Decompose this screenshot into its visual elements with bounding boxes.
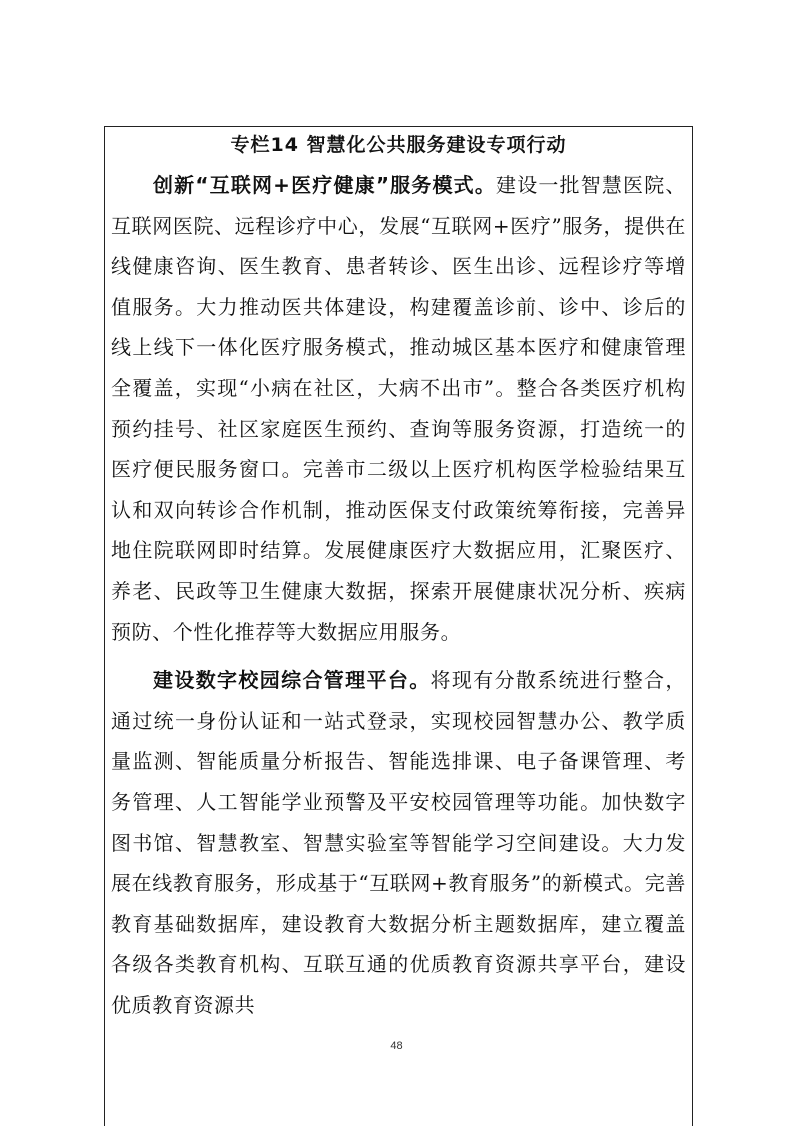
paragraph-lead: 创新“互联网+医疗健康”服务模式。 xyxy=(153,173,497,197)
column-title: 专栏14 智慧化公共服务建设专项行动 xyxy=(230,134,567,156)
paragraph-healthcare xyxy=(111,165,686,652)
paragraph-education xyxy=(111,660,686,1025)
paragraph-lead: 建设数字校园综合管理平台。 xyxy=(153,668,431,693)
column-content xyxy=(111,165,686,1025)
column-box xyxy=(104,126,693,1126)
page-number: 48 xyxy=(390,1040,403,1052)
paragraph-body: 建设一批智慧医院、互联网医院、远程诊疗中心，发展“互联网+医疗”服务，提供在线健康咨询、医生教育、患者转诊、医生出诊、远程诊疗等增值服务。大力推动医共体建设，构建覆盖诊前、诊中、诊后的线上线下一体化医疗服务模式，推动城区基本医疗和健康管理全覆盖，实现“小病在社区，大病不出市”。整合各类医疗机构预约挂号、社区家庭医生预约、查询等服务资源，打造统一的医疗便民服务窗口。完善市二级以上医疗机构医学检验结果互认和双向转诊合作机制，推动医保支付政策统筹衔接，完善异地住院联网即时结算。发展健康医疗大数据应用，汇聚医疗、养老、民政等卫生健康大数据，探索开展健康状况分析、疾病预防、个性化推荐等大数据应用服务。 xyxy=(111,173,687,644)
paragraph-body: 将现有分散系统进行整合，通过统一身份认证和一站式登录，实现校园智慧办公、教学质量监测、智能质量分析报告、智能选排课、电子备课管理、考务管理、人工智能学业预警及平安校园管理等功能。加快数字图书馆、智慧教室、智慧实验室等智能学习空间建设。大力发展在线教育服务，形成基于“互联网+教育服务”的新模式。完善教育基础数据库，建设教育大数据分析主题数据库，建立覆盖各级各类教育机构、互联互通的优质教育资源共享平台，建设优质教育资源共 xyxy=(111,668,686,1017)
